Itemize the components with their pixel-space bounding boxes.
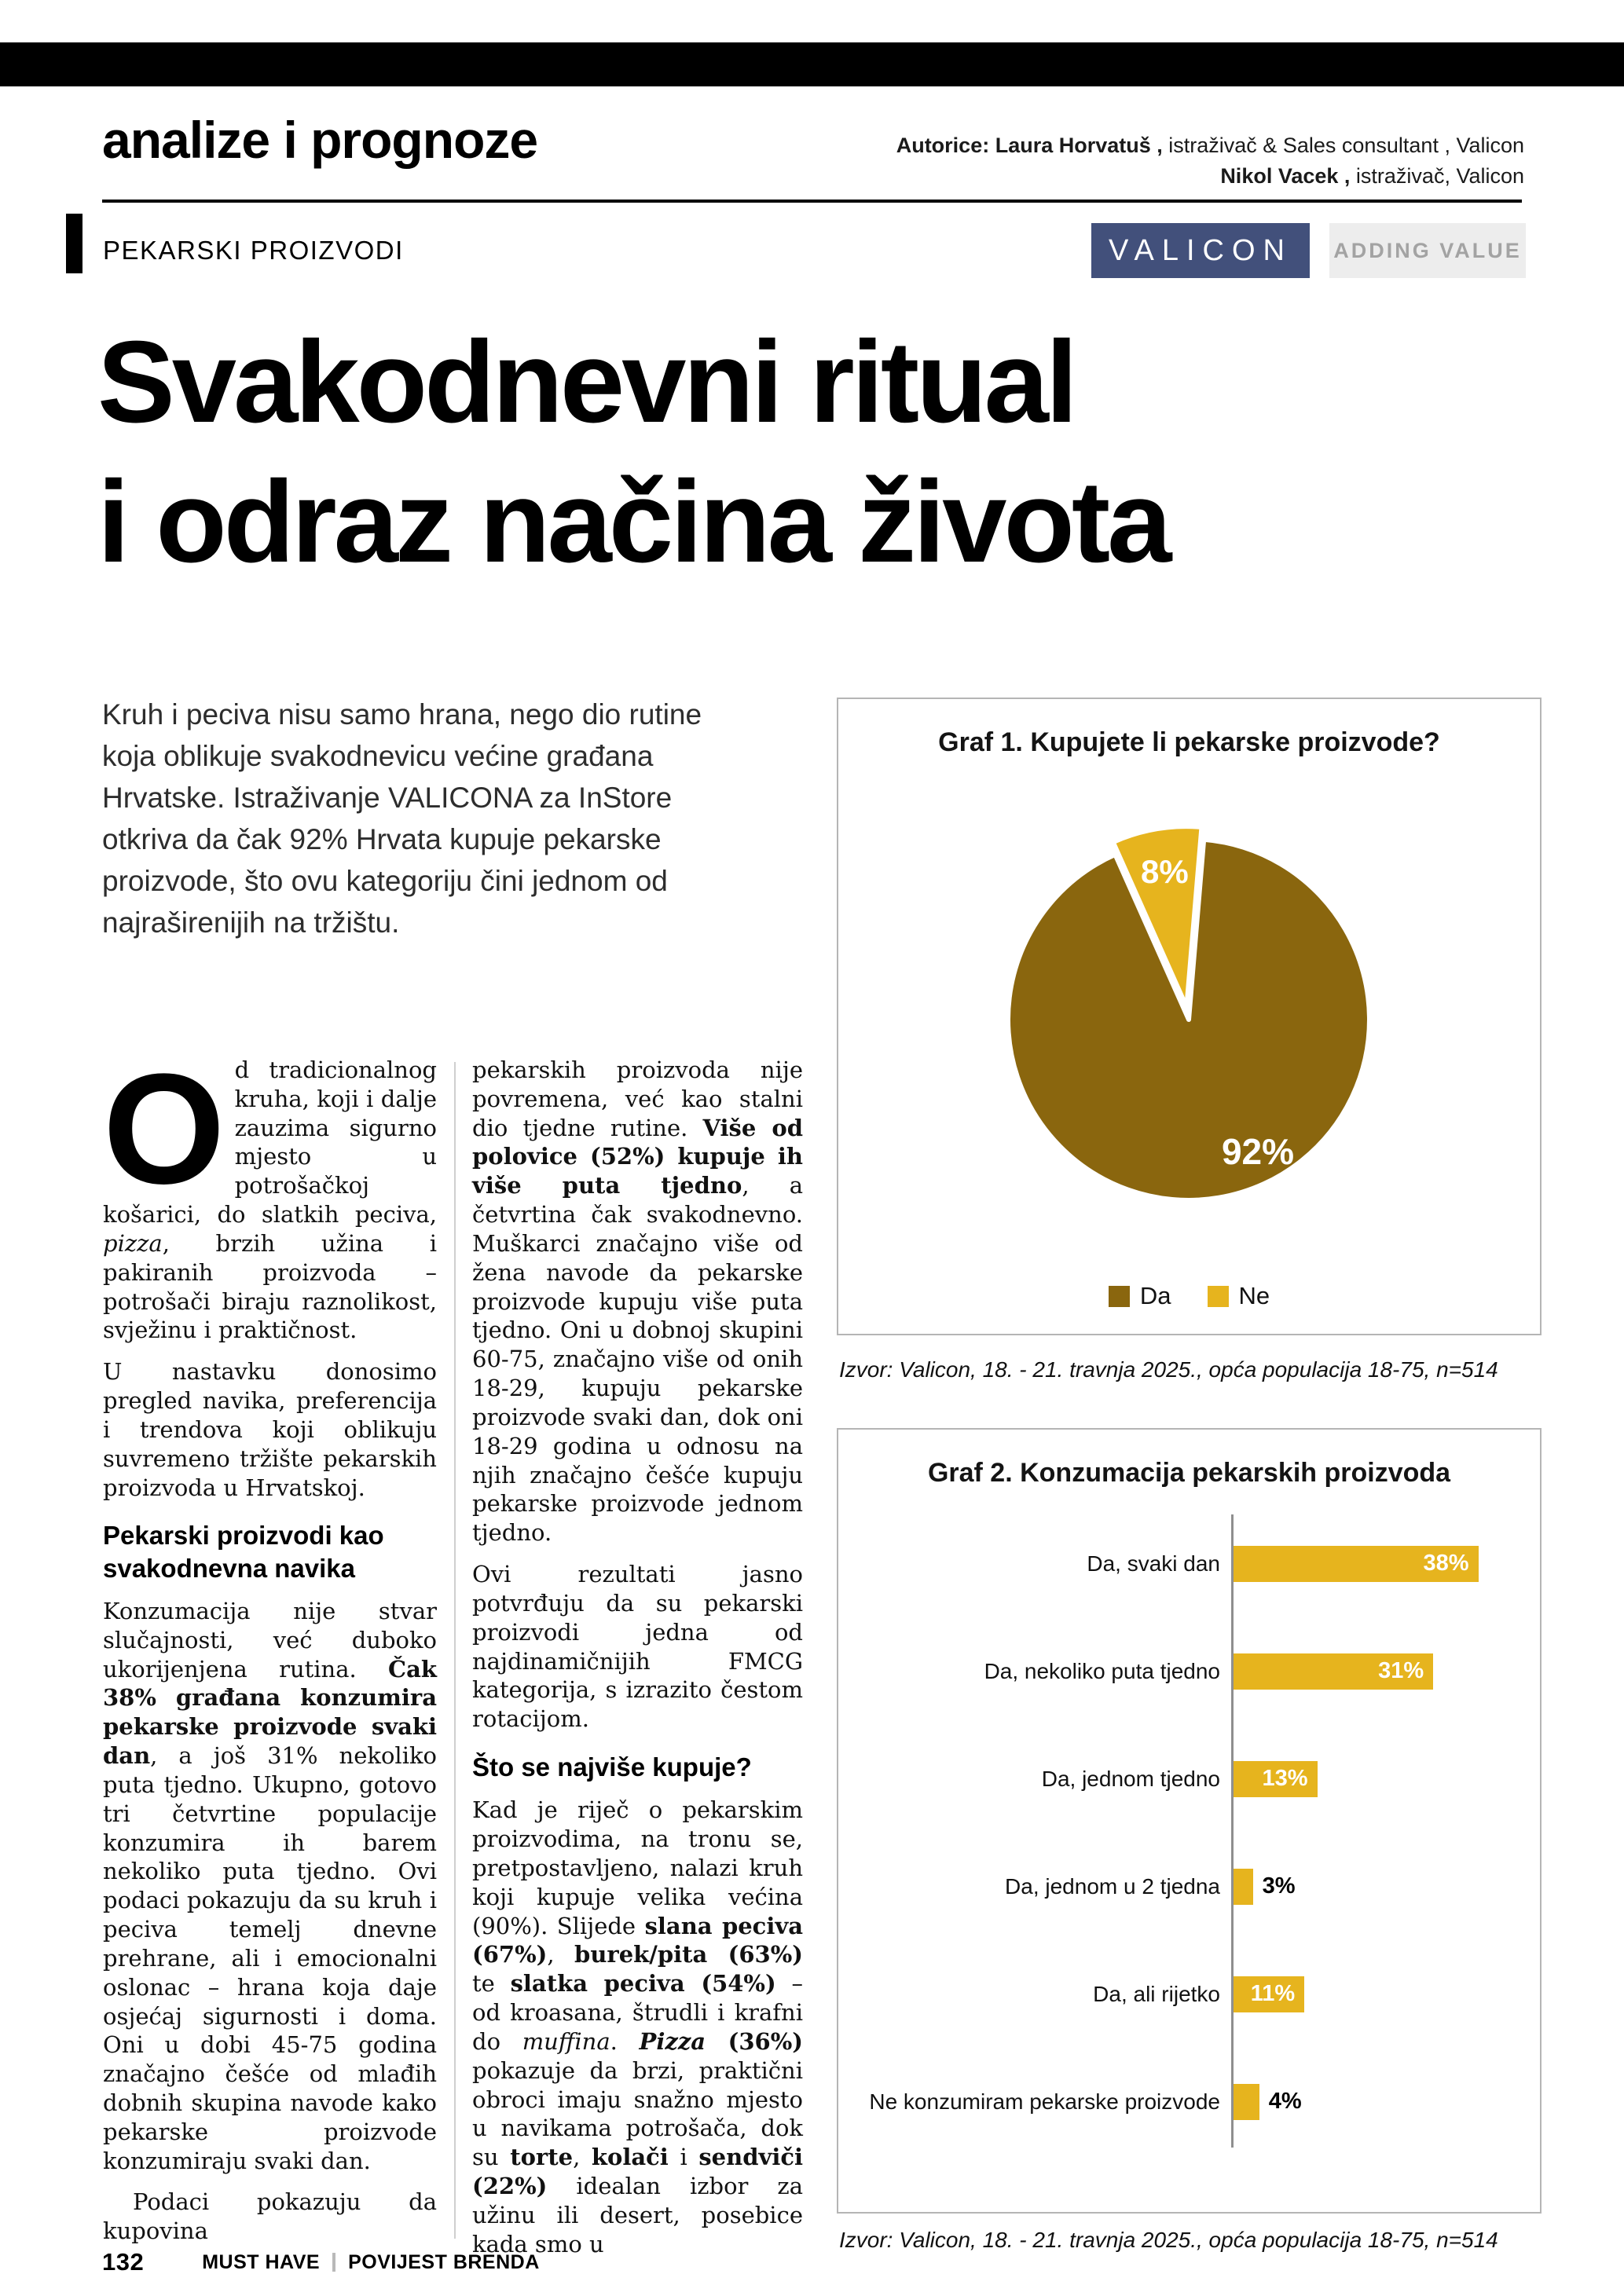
page-number: 132 <box>102 2248 145 2276</box>
pie-chart <box>984 815 1393 1224</box>
chart-box-graf1 <box>837 698 1542 1335</box>
bar-row <box>838 1833 1527 1940</box>
footer-section: POVIJEST BRENDA <box>348 2250 540 2273</box>
bar <box>1234 1761 1318 1797</box>
article-subhead: Pekarski proizvodi kao svakodnevna navika <box>103 1521 384 1583</box>
pie-legend <box>838 1282 1540 1310</box>
legend-swatch-ne <box>1208 1286 1229 1307</box>
authors-block <box>896 130 1524 192</box>
bar-category-label: Da, jednom tjedno <box>1041 1766 1220 1791</box>
bar <box>1234 2084 1259 2120</box>
bar-chart-rows <box>838 1510 1527 2155</box>
bar <box>1234 1869 1253 1905</box>
article-paragraph: Konzumacija nije stvar slučajnosti, već duboko ukorijenjena rutina. Čak 38% građana konzumira pekarske proizvode svaki dan, a još 31% nekoliko puta tjedno. Ukupno, gotovo tri četvrtine populacije konzumira ih barem nekoliko puta tjedno. Ovi podaci pokazuju da su kruh i peciva temelj dnevne prehrane, ali i emocionalni oslonac – hrana koja daje osjećaj sigurnosti i doma. Oni u dobi 45-75 godina značajno češće od mlađih dobnih skupina navode kako pekarske proizvode konzumiraju svaki dan. <box>103 1597 437 2174</box>
article-intro: Kruh i peciva nisu samo hrana, nego dio rutine koja oblikuje svakodnevicu većine građana Hrvatske. Istraživanje VALICONA za InStore otkriva da čak 92% Hrvata kupuje pekarske proizvode, što ovu kategoriju čini jednom od najraširenijih na tržištu. <box>102 698 702 939</box>
article-paragraph: pekarskih proizvoda nije povremena, već kao stalni dio tjedne rutine. Više od polovice (52%) kupuje ih više puta tjedno, a četvrtina čak svakodnevno. Muškarci značajno više od žena navode da pekarske proizvode kupuju više puta tjedno. Oni u dobnoj skupini 60-75, značajno više od onih 18-29, kupuju pekarske proizvode svaki dan, dok oni 18-29 godina u odnosu na njih značajno češće kupuju pekarske proizvode jednom tjedno. <box>472 1056 803 1547</box>
bar-row <box>838 1510 1527 1617</box>
bar-track <box>1231 1653 1527 1690</box>
article-headline <box>97 313 1168 591</box>
author-line-2: Nikol Vacek , istraživač, Valicon <box>1220 164 1524 189</box>
bar-category-label: Ne konzumiram pekarske proizvode <box>869 2089 1220 2114</box>
graf1-source: Izvor: Valicon, 18. - 21. travnja 2025., opća populacija 18-75, n=514 <box>839 1357 1498 1382</box>
bar-track <box>1231 1869 1527 1905</box>
legend-item-da <box>1109 1282 1171 1310</box>
page-footer <box>102 2248 540 2276</box>
footer-brand: MUST HAVE <box>202 2250 321 2273</box>
pie-value-label-ne: 8% <box>1140 853 1189 891</box>
valicon-tagline: ADDING VALUE <box>1329 223 1526 278</box>
graf2-source: Izvor: Valicon, 18. - 21. travnja 2025., opća populacija 18-75, n=514 <box>839 2228 1498 2252</box>
bar-track <box>1231 2084 1527 2120</box>
author-line-1: Autorice: Laura Horvatuš , istraživač & Sales consultant , Valicon <box>896 134 1524 157</box>
header-divider <box>102 200 1522 203</box>
top-black-bar <box>0 42 1624 86</box>
graf2-title: Graf 2. Konzumacija pekarskih proizvoda <box>927 1458 1451 1488</box>
bar-row <box>838 2048 1527 2155</box>
bar-category-label: Da, ali rijetko <box>1093 1981 1220 2006</box>
bar-value-label: 11% <box>1250 1981 1296 2006</box>
pie-value-label-da: 92% <box>1221 1131 1295 1172</box>
article-subhead: Što se najviše kupuje? <box>472 1752 752 1782</box>
bar <box>1234 1976 1304 2012</box>
column-divider <box>454 1062 456 2239</box>
chart-box-graf2 <box>837 1428 1542 2214</box>
bar-value-label: 31% <box>1378 1658 1424 1683</box>
drop-cap: O <box>103 1042 221 1217</box>
article-paragraph: Od tradicionalnog kruha, koji i dalje zauzima sigurno mjesto u potrošačkoj košarici, do slatkih peciva, pizza, brzih užina i pakiranih proizvoda – potrošači biraju raznolikost, svježinu i praktičnost. <box>103 1042 437 1344</box>
bar-row <box>838 1940 1527 2048</box>
headline-line-1: Svakodnevni ritual <box>97 317 1075 447</box>
footer-separator <box>332 2253 335 2272</box>
article-paragraph: Podaci pokazuju da kupovina <box>103 2188 437 2245</box>
article-col-1 <box>103 1042 437 2258</box>
article-col-2 <box>472 1056 803 2272</box>
bar-value-label: 3% <box>1262 1873 1296 1899</box>
legend-item-ne <box>1208 1282 1270 1310</box>
headline-line-2: i odraz načina života <box>97 456 1169 587</box>
bar-value-label: 4% <box>1268 2089 1302 2114</box>
graf1-title: Graf 1. Kupujete li pekarske proizvode? <box>938 727 1440 757</box>
bar-value-label: 13% <box>1262 1766 1308 1791</box>
bar <box>1234 1546 1479 1582</box>
bar <box>1234 1653 1433 1690</box>
section-kicker: analize i prognoze <box>102 111 538 169</box>
section-tick-mark <box>66 214 82 273</box>
bar-row <box>838 1617 1527 1725</box>
legend-label-da: Da <box>1139 1282 1171 1309</box>
section-label: PEKARSKI PROIZVODI <box>103 236 404 265</box>
bar-track <box>1231 1761 1527 1797</box>
bar-track <box>1231 1546 1527 1582</box>
article-paragraph: Kad je riječ o pekarskim proizvodima, na tronu se, pretpostavljeno, nalazi kruh koji kupuje velika većina (90%). Slijede slana peciva (67%), burek/pita (63%) te slatka peciva (54%) – od kroasana, štrudli i krafni do muffina. Pizza (36%) pokazuje da brzi, praktični obroci imaju snažno mjesto u navikama potrošača, dok su torte, kolači i sendviči (22%) idealan izbor za užinu ili desert, posebice kada smo u <box>472 1796 804 2258</box>
bar-value-label: 38% <box>1423 1551 1469 1576</box>
bar-row <box>838 1725 1527 1833</box>
bar-category-label: Da, jednom u 2 tjedna <box>1005 1873 1220 1899</box>
bar-track <box>1231 1976 1527 2012</box>
bar-category-label: Da, svaki dan <box>1087 1551 1220 1576</box>
bar-category-label: Da, nekoliko puta tjedno <box>984 1658 1220 1683</box>
article-paragraph: Ovi rezultati jasno potvrđuju da su pekarski proizvodi jedna od najdinamičnijih FMCG kategorija, s izrazito čestom rotacijom. <box>472 1561 803 1733</box>
legend-swatch-da <box>1109 1286 1130 1307</box>
legend-label-ne: Ne <box>1238 1282 1270 1309</box>
article-paragraph: U nastavku donosimo pregled navika, preferencija i trendova koji oblikuju suvremeno tržište pekarskih proizvoda u Hrvatskoj. <box>103 1358 437 1501</box>
valicon-logo: VALICON <box>1091 223 1310 278</box>
